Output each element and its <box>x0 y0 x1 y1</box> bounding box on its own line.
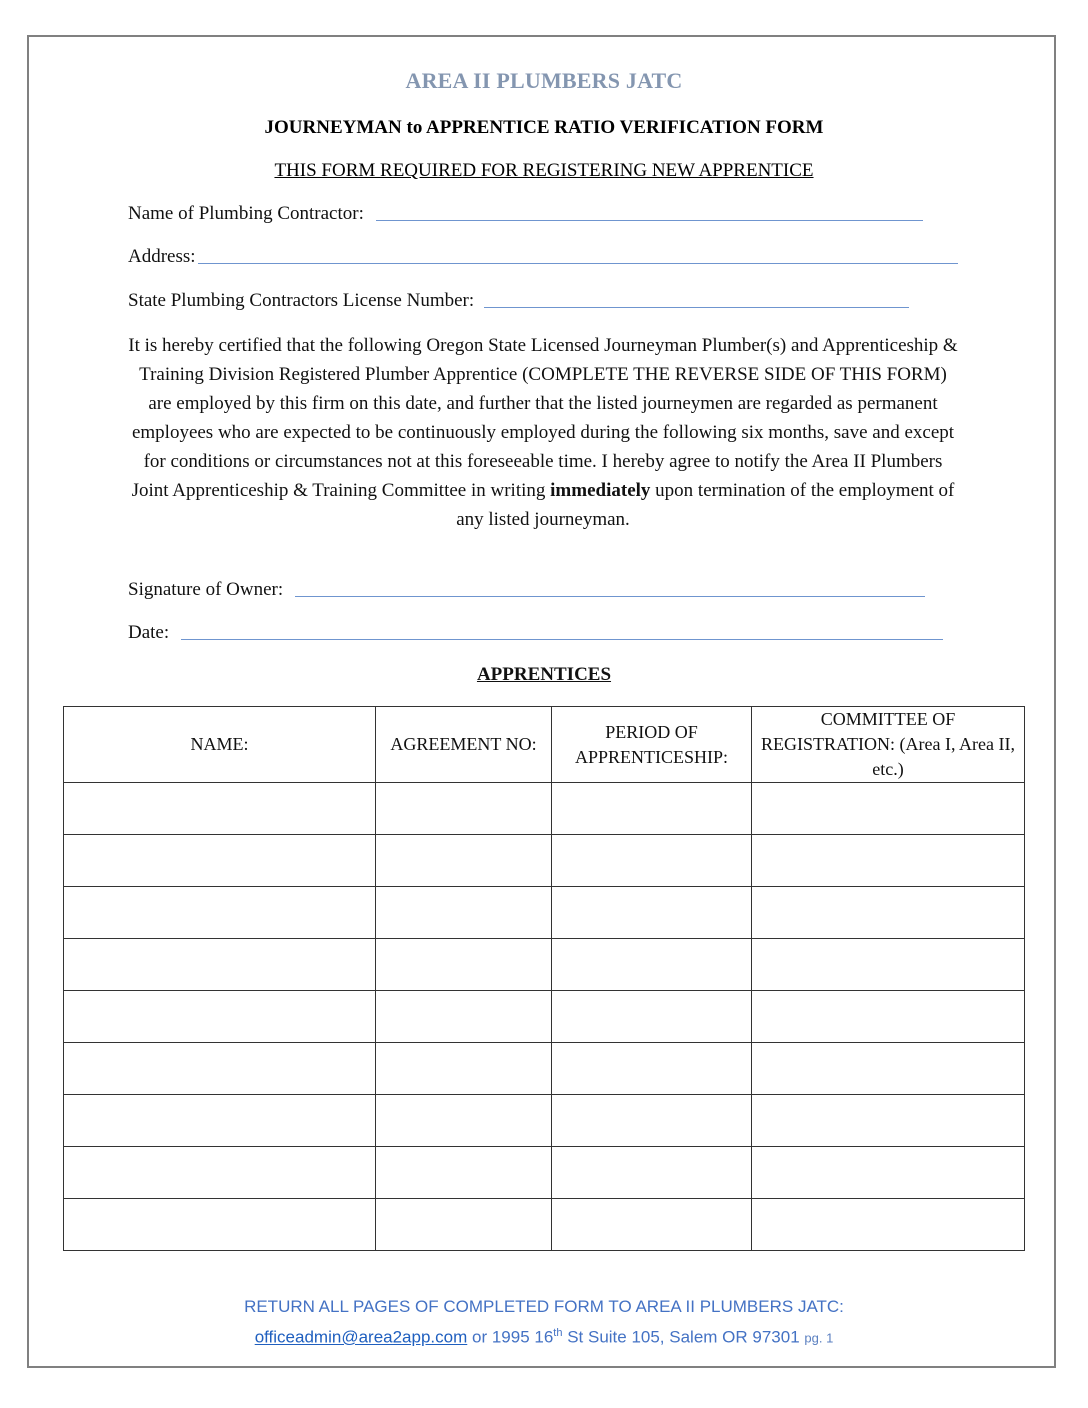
certification-text: It is hereby certified that the following Oregon State Licensed Journeyman Plumber(s) and Apprenticeship & Training Division Registered Plumber Apprentice (COMPLETE THE REVERSE SIDE OF THIS FORM) are employed by this firm on this date, and further that the listed journeymen are regarded as permanent employees who are expected to be continuously employed during the following six months, save and except for conditions or circumstances not at this foreseeable time. I hereby agree to notify the Area II Plumbers Joint Apprenticeship & Training Committee in writing <box>128 335 958 501</box>
table-row <box>64 991 1025 1043</box>
column-header-period: PERIOD OF APPRENTICESHIP: <box>552 707 752 783</box>
license-number-row <box>128 290 909 312</box>
agreement-cell[interactable] <box>376 1043 552 1095</box>
signature-label: Signature of Owner: <box>128 579 284 600</box>
agreement-cell[interactable] <box>376 1147 552 1199</box>
table-row <box>64 1095 1025 1147</box>
column-header-agreement-no: AGREEMENT NO: <box>376 707 552 783</box>
form-title: JOURNEYMAN to APPRENTICE RATIO VERIFICATION FORM <box>264 117 824 138</box>
period-cell[interactable] <box>552 887 752 939</box>
column-header-committee: COMMITTEE OF REGISTRATION: (Area I, Area II, etc.) <box>752 707 1025 783</box>
contractor-name-label: Name of Plumbing Contractor: <box>128 203 364 224</box>
committee-cell[interactable] <box>752 783 1025 835</box>
certification-paragraph <box>128 331 958 534</box>
agreement-cell[interactable] <box>376 887 552 939</box>
table-row <box>64 887 1025 939</box>
name-cell[interactable] <box>64 939 376 991</box>
table-row <box>64 1199 1025 1251</box>
table-row <box>64 1043 1025 1095</box>
certification-emphasis: immediately <box>550 480 651 501</box>
period-cell[interactable] <box>552 1147 752 1199</box>
signature-field[interactable] <box>295 595 925 597</box>
license-number-field[interactable] <box>484 306 909 308</box>
address-row <box>128 246 958 268</box>
table-header-row <box>64 707 1025 783</box>
name-cell[interactable] <box>64 1095 376 1147</box>
committee-cell[interactable] <box>752 1199 1025 1251</box>
agreement-cell[interactable] <box>376 1095 552 1147</box>
form-subtitle-text: THIS FORM REQUIRED FOR REGISTERING NEW APPRENTICE <box>274 160 814 181</box>
committee-cell[interactable] <box>752 1147 1025 1199</box>
table-row <box>64 939 1025 991</box>
agreement-cell[interactable] <box>376 1199 552 1251</box>
apprentices-heading-text: APPRENTICES <box>476 664 612 685</box>
agreement-cell[interactable] <box>376 991 552 1043</box>
table-row <box>64 1147 1025 1199</box>
page-number: pg. 1 <box>804 1330 834 1346</box>
name-cell[interactable] <box>64 887 376 939</box>
apprentices-table <box>63 706 1025 1251</box>
address-ordinal: th <box>553 1327 563 1339</box>
address-prefix: or 1995 16 <box>467 1327 554 1347</box>
column-header-name: NAME: <box>64 707 376 783</box>
committee-cell[interactable] <box>752 939 1025 991</box>
contractor-name-row <box>128 203 923 225</box>
address-field[interactable] <box>198 262 958 264</box>
committee-cell[interactable] <box>752 1043 1025 1095</box>
address-suffix: St Suite 105, Salem OR 97301 <box>562 1327 805 1347</box>
committee-cell[interactable] <box>752 1095 1025 1147</box>
agreement-cell[interactable] <box>376 783 552 835</box>
name-cell[interactable] <box>64 1043 376 1095</box>
organization-title: AREA II PLUMBERS JATC <box>405 68 683 93</box>
date-row <box>128 622 943 644</box>
table-row <box>64 835 1025 887</box>
committee-cell[interactable] <box>752 887 1025 939</box>
name-cell[interactable] <box>64 1199 376 1251</box>
contractor-name-field[interactable] <box>376 219 923 221</box>
committee-cell[interactable] <box>752 991 1025 1043</box>
license-number-label: State Plumbing Contractors License Number: <box>128 290 475 311</box>
certification-text-end: upon termination of the employment of any listed journeyman. <box>456 480 955 530</box>
name-cell[interactable] <box>64 835 376 887</box>
period-cell[interactable] <box>552 991 752 1043</box>
apprentices-heading <box>0 664 1088 686</box>
name-cell[interactable] <box>64 1147 376 1199</box>
period-cell[interactable] <box>552 783 752 835</box>
agreement-cell[interactable] <box>376 835 552 887</box>
footer <box>0 1294 1088 1352</box>
address-label: Address: <box>128 246 196 267</box>
footer-contact-line <box>0 1320 1088 1352</box>
date-label: Date: <box>128 622 170 643</box>
date-field[interactable] <box>181 638 943 640</box>
committee-cell[interactable] <box>752 835 1025 887</box>
period-cell[interactable] <box>552 1095 752 1147</box>
period-cell[interactable] <box>552 1199 752 1251</box>
name-cell[interactable] <box>64 991 376 1043</box>
agreement-cell[interactable] <box>376 939 552 991</box>
name-cell[interactable] <box>64 783 376 835</box>
period-cell[interactable] <box>552 939 752 991</box>
footer-return-instruction: RETURN ALL PAGES OF COMPLETED FORM TO AREA II PLUMBERS JATC: <box>244 1297 844 1316</box>
email-link[interactable]: officeadmin@area2app.com <box>254 1327 468 1347</box>
table-row <box>64 783 1025 835</box>
signature-row <box>128 579 925 601</box>
period-cell[interactable] <box>552 835 752 887</box>
period-cell[interactable] <box>552 1043 752 1095</box>
form-subtitle <box>0 160 1088 182</box>
